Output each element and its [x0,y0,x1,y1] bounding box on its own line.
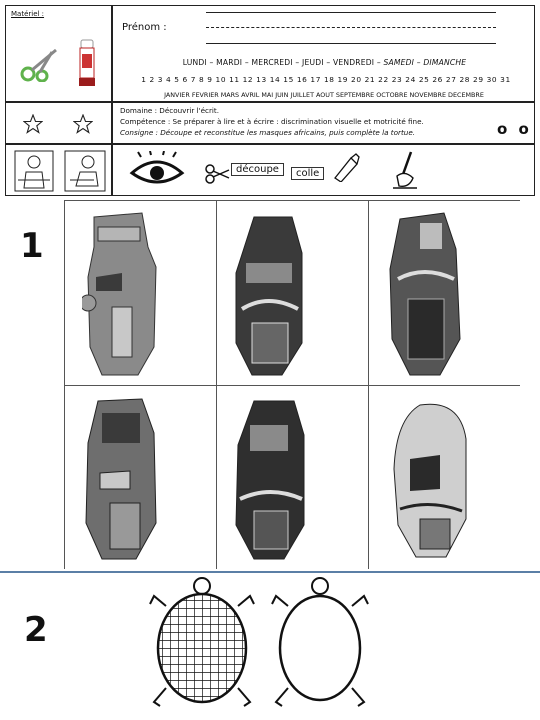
scissors-icon [20,46,60,82]
stars-box [5,102,112,144]
turtle-blank-icon[interactable] [270,576,370,716]
day-dimanche: DIMANCHE [423,58,467,67]
name-line-bottom [206,43,496,44]
grid-hline [64,385,520,386]
info-box [112,102,535,144]
header-box [112,5,535,102]
days-row: LUNDI – MARDI – MERCREDI – JEUDI – VENDREDI – SAMEDI – DIMANCHE [182,58,467,67]
name-line-mid [206,27,496,28]
date-numbers: 1 2 3 4 5 6 7 8 9 10 11 12 13 14 15 16 17 18 19 20 21 22 23 24 25 26 27 28 29 30 31 [141,75,511,84]
child-pictos-box [5,144,112,196]
materiel-box [5,5,112,102]
child-working-icon [64,150,106,192]
day-mardi: MARDI [216,58,243,67]
day-mercredi: MERCREDI [251,58,293,67]
eye-icon [129,151,185,191]
day-samedi: SAMEDI [383,58,415,67]
mask-piece-1[interactable] [82,207,162,379]
eyes-icon: o o [497,120,532,138]
mask-piece-2[interactable] [232,213,306,379]
materiel-label: Matériel : [11,10,45,18]
glue-stick-icon [76,38,98,88]
section-divider [0,571,540,573]
name-line-top [206,12,496,13]
domaine-text: Domaine : Découvrir l'écrit. [120,106,220,115]
day-jeudi: JEUDI [302,58,324,67]
mask-piece-4[interactable] [80,393,162,563]
glue-bottle-icon [331,152,361,182]
colle-tag: colle [291,167,324,180]
day-vendredi: VENDREDI [332,58,375,67]
section-number-2: 2 [24,610,48,650]
consigne-text: Consigne : Découpe et reconstitue les masques africains, puis complète la tortue. [120,128,416,137]
months-row: JANVIER FEVRIER MARS AVRIL MAI JUIN JUILLET AOUT SEPTEMBRE OCTOBRE NOVEMBRE DECEMBRE [164,91,484,99]
info-text [120,105,490,138]
competence-text: Compétence : Se préparer à lire et à écrire : discrimination visuelle et motricité fine. [120,117,424,126]
decoupe-tag: découpe [231,163,284,176]
day-lundi: LUNDI [182,58,207,67]
star-icon [73,114,93,134]
mask-piece-6[interactable] [390,399,470,563]
mask-piece-3[interactable] [384,209,464,379]
section-number-1: 1 [20,226,44,266]
prenom-label: Prénom : [122,22,167,33]
child-writing-icon [14,150,54,192]
mask-piece-5[interactable] [232,395,308,563]
turtle-model-icon [146,576,256,716]
pencil-hand-icon [391,150,423,190]
star-icon [23,114,43,134]
actions-box [112,144,535,196]
scissors-cut-icon [205,163,231,185]
mask-grid [64,200,520,569]
